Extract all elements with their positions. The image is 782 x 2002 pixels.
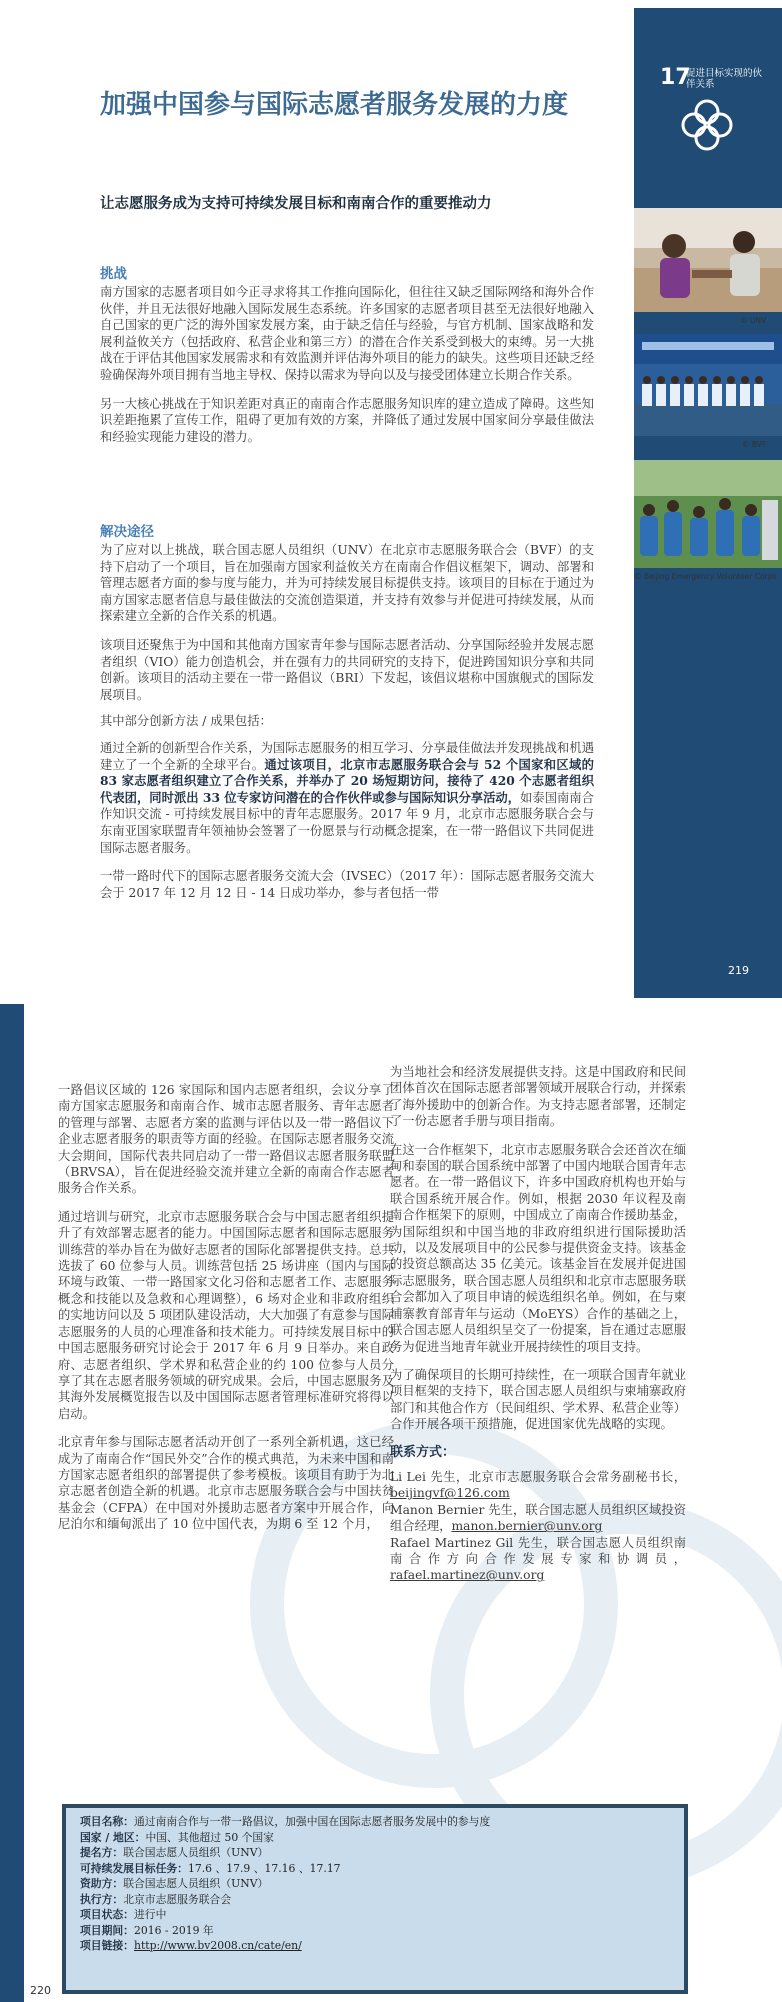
photo-credit-3: © Beijing Emergency Volunteer Corps <box>634 572 777 581</box>
info-row-name <box>80 1814 670 1830</box>
info-label: 资助方： <box>80 1877 124 1890</box>
project-info-list <box>80 1814 670 1954</box>
contact-desc-1: Li Lei 先生，北京市志愿服务联合会常务副秘书长， <box>390 1469 686 1484</box>
challenge-paragraph-2: 另一大核心挑战在于知识差距对真正的南南合作志愿服务知识库的建立造成了障碍。这些知识差距拖累了宣传工作，阻碍了更加有效的方案，并降低了通过发展中国家间分享最佳做法和经验实现能力建设的潜力。 <box>100 396 594 444</box>
sdg-label: 促进目标实现的伙伴关系 <box>686 68 763 90</box>
project-link[interactable]: http://www.bv2008.cn/cate/en/ <box>133 1939 302 1952</box>
info-row-sdg-targets <box>80 1861 670 1877</box>
photo-bvf <box>634 334 782 436</box>
info-label: 项目状态： <box>80 1908 134 1921</box>
left-column <box>58 1082 394 1545</box>
solution-section <box>100 520 594 901</box>
page-number-220: 220 <box>30 1984 51 1997</box>
info-value: 2016 - 2019 年 <box>133 1923 214 1937</box>
ivsec-paragraph: 一带一路时代下的国际志愿者服务交流大会（IVSEC）（2017 年）：国际志愿者服务交流大会于 2017 年 12 月 12 日 - 14 日成功举办，参与者包括一带 <box>100 869 594 900</box>
contact-email-link-3[interactable]: rafael.martinez@unv.org <box>390 1568 545 1583</box>
outcome-detail: 如泰国南南合作知识交流 - 可持续发展目标中的青年志愿服务。2017 年 9 月，北京市志愿服务联合会与东南亚国家联盟青年领袖协会签署了一份愿景与行动概念提案，在一带一路倡议下共同促进国际志愿者服务。 <box>100 790 594 855</box>
page-subtitle: 让志愿服务成为支持可持续发展目标和南南合作的重要推动力 <box>100 196 492 212</box>
contact-desc-2: Manon Bernier 先生，联合国志愿人员组织区域投资组合经理， <box>390 1502 686 1534</box>
page-title: 加强中国参与国际志愿者服务发展的力度 <box>100 90 569 120</box>
outcome-highlight: 通过该项目，北京市志愿服务联合会与 52 个国家和区域的 83 家志愿者组织建立了合作关系，并举办了 20 场短期访问，接待了 420 个志愿者组织代表团，同时派出 33 位专家访问潜在的合作伙伴或参与国际知识分享活动， <box>100 756 594 805</box>
info-label: 国家 / 地区： <box>80 1830 146 1844</box>
sdg-flower-icon <box>680 98 734 152</box>
solution-heading: 解决途径 <box>100 524 154 540</box>
solution-paragraph-3: 其中部分创新方法 / 成果包括： <box>100 714 272 729</box>
info-label: 可持续发展目标任务： <box>80 1861 188 1875</box>
contact-person-3 <box>390 1535 686 1584</box>
solution-paragraph-1: 为了应对以上挑战，联合国志愿人员组织（UNV）在北京市志愿服务联合会（BVF）的支持下启动了一个项目，旨在加强南方国家利益攸关方在南南合作倡议框架下，调动、部署和管理志愿者方面的参与度与能力，并为可持续发展目标提供支持。该项目的目标在于通过为南方国家志愿者信息与最佳做法的交流创造渠道，并支持有效参与并促进可持续发展，从而探索建立全新的合作关系的机遇。 <box>100 543 594 624</box>
contact-email-link-2[interactable]: manon.bernier@unv.org <box>451 1519 603 1534</box>
challenge-section <box>100 262 594 445</box>
info-value: 北京市志愿服务联合会 <box>123 1892 232 1906</box>
left-paragraph-1: 一路倡议区域的 126 家国际和国内志愿者组织，会议分享了南方国家志愿服务和南南合作、城市志愿者服务、青年志愿者的管理与部署、志愿者方案的监测与评估以及一带一路倡议下企业志愿者服务的职责等方面的经验。在国际志愿者服务交流大会期间，国际代表共同启动了一带一路倡议志愿者服务联盟（BRVSA），旨在促进经验交流并建立全新的南南合作志愿者服务合作关系。 <box>58 1083 394 1196</box>
page-number-219: 219 <box>728 964 749 977</box>
info-label: 项目名称： <box>80 1815 134 1828</box>
info-row-nominator <box>80 1845 670 1861</box>
info-label: 提名方： <box>80 1846 124 1859</box>
contact-desc-3: Rafael Martinez Gil 先生，联合国志愿人员组织南南合作方向合作发展专家和协调员， <box>390 1535 686 1566</box>
solution-paragraph-2: 该项目还聚焦于为中国和其他南方国家青年参与国际志愿者活动、分享国际经验并发展志愿者组织（VIO）能力创造机会，并在强有力的共同研究的支持下，促进跨国知识分享和共同创新。该项目的活动主要在一带一路倡议（BRI）下发起，该倡议堪称中国旗舰式的国际发展项目。 <box>100 637 594 702</box>
photo-emergency-corps <box>634 460 782 568</box>
contact-person-2 <box>390 1502 686 1535</box>
info-value: 中国、其他超过 50 个国家 <box>145 1830 275 1844</box>
left-accent-bar <box>0 1004 24 2002</box>
volunteers-image <box>634 460 782 568</box>
group-photo-image <box>634 334 782 436</box>
left-paragraph-2: 通过培训与研究，北京市志愿服务联合会与中国志愿者组织提升了有效部署志愿者的能力。中国国际志愿者和国际志愿服务训练营的举办旨在为做好志愿者的国际化部署提供支持。总共选拔了 60 位参与人员。训练营包括 25 场讲座（国内与国际环境与政策、一带一路国家文化习俗和志愿者工作、志愿服务概念和技能以及急救和心理调整），6 场对企业和非政府组织的实地访问以及 5 项团队建设活动，大大加强了有意参与国际志愿服务的人员的心理准备和技术能力。可持续发展目标中的中国志愿服务研究讨论会于 2017 年 6 月 9 日举办。来自政府、志愿者组织、学术界和私营企业的约 100 位参与人员分享了其在志愿者服务领域的研究成果。会后，中国志愿服务及其海外发展概览报告以及中国国际志愿者管理标准研究将得以启动。 <box>58 1209 394 1421</box>
info-label: 项目期间： <box>80 1923 134 1937</box>
page-219 <box>0 0 782 1000</box>
right-paragraph-1: 为当地社会和经济发展提供支持。这是中国政府和民间团体首次在国际志愿者部署领域开展联合行动，并探索了海外援助中的创新合作。为支持志愿者部署，还制定了一份志愿者手册与项目指南。 <box>390 1065 686 1129</box>
info-row-country <box>80 1830 670 1846</box>
info-value: 进行中 <box>133 1908 167 1921</box>
contact-email-link-1[interactable]: beijingvf@126.com <box>390 1486 510 1501</box>
challenge-heading: 挑战 <box>100 266 127 282</box>
photo-unv <box>634 208 782 312</box>
info-value: 联合国志愿人员组织（UNV） <box>123 1846 269 1859</box>
info-value: 17.6 、17.9 、17.16 、17.17 <box>187 1861 341 1875</box>
info-row-status <box>80 1907 670 1923</box>
classroom-image <box>634 208 782 312</box>
outcomes-block <box>100 740 594 856</box>
info-row-funder <box>80 1876 670 1892</box>
info-row-link <box>80 1938 670 1954</box>
contact-person-1 <box>390 1469 686 1502</box>
right-paragraph-2: 在这一合作框架下，北京市志愿服务联合会还首次在缅甸和泰国的联合国系统中部署了中国内地联合国青年志愿者。在一带一路倡议下，许多中国政府机构也开始与联合国系统开展合作。例如，根据 2030 年议程及南南合作框架下的原则，中国成立了南南合作援助基金，为国际组织和中国当地的非政府组织进行国际援助活动，以及发展项目中的公民参与提供资金支持。该基金的投资总额高达 35 亿美元。该基金旨在发展并促进国际志愿服务，联合国志愿人员组织和北京市志愿服务联合会都加入了项目申请的候选组织名单。例如，在与柬埔寨教育部青年与运动（MoEYS）合作的基础之上，联合国志愿人员组织呈交了一份提案，旨在通过志愿服务为促进当地青年就业开展持续性的项目支持。 <box>390 1142 686 1354</box>
info-label: 执行方： <box>80 1892 124 1906</box>
photo-credit-1: © UNV <box>740 316 767 325</box>
right-paragraph-3: 为了确保项目的长期可持续性，在一项联合国青年就业项目框架的支持下，联合国志愿人员组织与柬埔寨政府部门和其他合作方（民间组织、学术界、私营企业等）合作开展各项干预措施，促进国家优先战略的实现。 <box>390 1367 686 1432</box>
info-value: 通过南南合作与一带一路倡议，加强中国在国际志愿者服务发展中的参与度 <box>133 1815 491 1828</box>
right-column <box>390 1064 686 1584</box>
contact-heading: 联系方式： <box>390 1444 456 1460</box>
sdg-number: 17 <box>660 65 691 90</box>
challenge-paragraph-1: 南方国家的志愿者项目如今正寻求将其工作推向国际化，但往往又缺乏国际网络和海外合作伙伴，并且无法很好地融入国际发展生态系统。许多国家的志愿者项目甚至无法很好地融入自己国家的更广泛的海外国家发展方案，由于缺乏信任与经验，与官方机制、国家战略和发展利益攸关方（包括政府、私营企业和第三方）的潜在合作关系受到极大的束缚。另一大挑战在于评估其他国家发展需求和有效监测并评估海外项目的能力的缺失。这些项目还缺乏经验确保海外项目拥有当地主导权、保持以需求为导向以及与接受团体建立长期合作关系。 <box>100 285 594 382</box>
info-row-period <box>80 1923 670 1939</box>
outcome-intro: 通过全新的创新型合作关系，为国际志愿服务的相互学习、分享最佳做法并发现挑战和机遇建立了一个全新的全球平台。 <box>100 740 594 772</box>
info-row-implementer <box>80 1892 670 1908</box>
info-value: 联合国志愿人员组织（UNV） <box>123 1877 269 1890</box>
info-label: 项目链接： <box>80 1939 134 1952</box>
project-info-box <box>62 1804 688 1994</box>
photo-credit-2: © BVF <box>742 440 767 449</box>
left-paragraph-3: 北京青年参与国际志愿者活动开创了一系列全新机遇，这已经成为了南南合作“国民外交”合作的模式典范，为未来中国和南方国家志愿者组织的部署提供了参考模板。该项目有助于为北京志愿者创造全新的机遇。北京市志愿服务联合会与中国扶贫基金会（CFPA）在中国对外援助志愿者方案中开展合作，向尼泊尔和缅甸派出了 10 位中国代表，为期 6 至 12 个月， <box>58 1435 394 1532</box>
